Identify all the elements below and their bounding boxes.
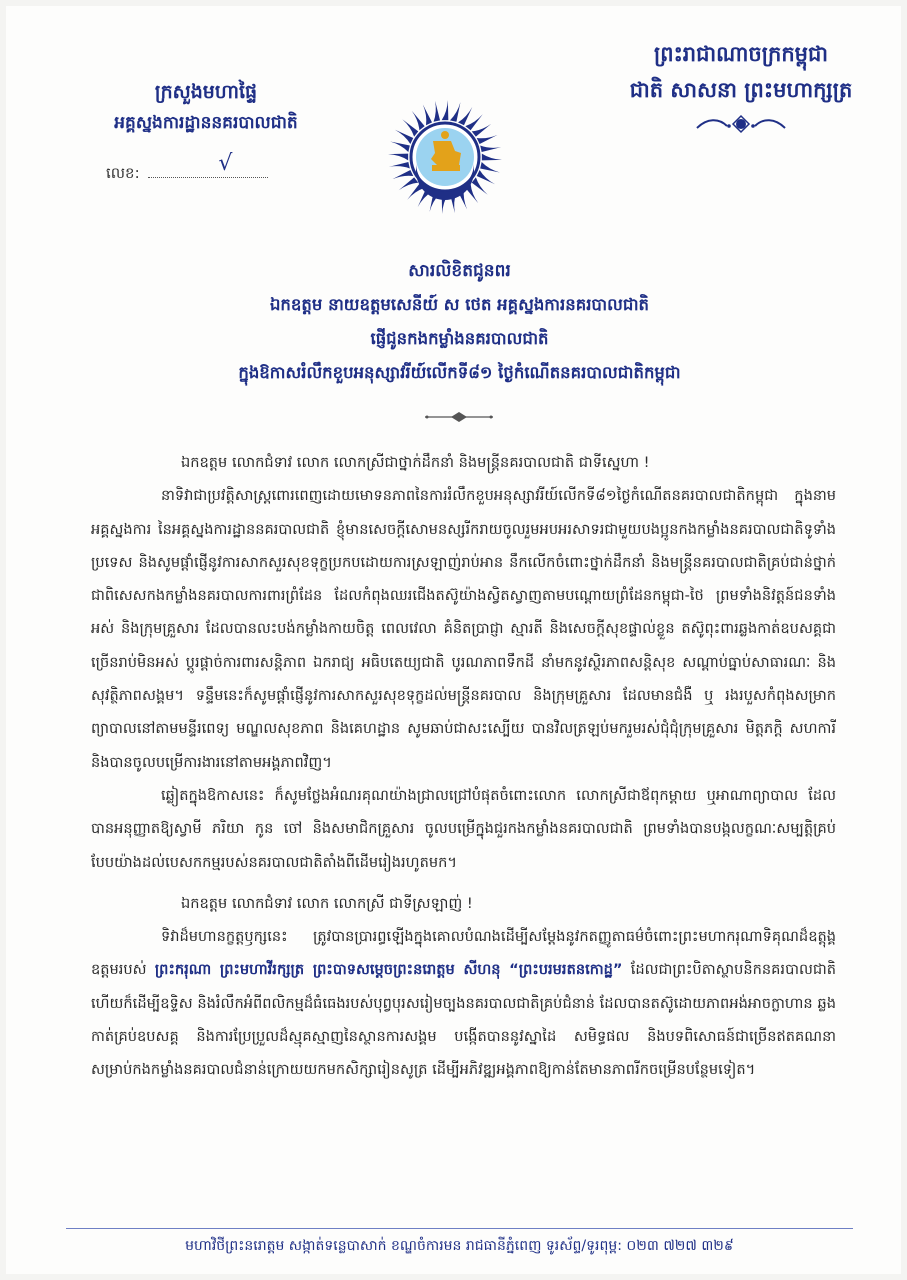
ministry-name: ក្រសួងមហាផ្ទៃ: [154, 81, 258, 103]
check-mark: √: [218, 151, 233, 176]
emblem-ray: [442, 100, 449, 120]
paragraph-3-lead: ទិវាដ៏មហានក្ខត្តឫក្សនេះ ត្រូវបានប្រារព្ធឡើងក្នុងគោលបំណងដើម្បីសម្តែងនូវកតញ្ញូតាធម៌ចំពោះព្រះមហាករុណាទិគុណដ៏ឧត្តុង្គឧត្តមរបស់: [91, 928, 836, 979]
paragraph-1: នាទិវាជាប្រវត្តិសាស្ត្រពោរពេញដោយមោទនភាពនៃការរំលឹកខួបអនុស្សាវរីយ៍លើកទី៨១ថ្ងៃកំណើតនគរបាលជាតិកម្ពុជា ក្នុងនាមអគ្គស្នងការ នៃអគ្គស្នងការដ្ឋាននគរបាលជាតិ ខ្ញុំមានសេចក្តីសោមនស្សរីករាយចូលរួមអបអរសាទរជាមួយបងប្អូនកងកម្លាំងនគរបាលជាតិទូទាំងប្រទេស និងសូមផ្តាំផ្ញើនូវការសាកសួរសុខទុក្ខប្រកបដោយការស្រឡាញ់រាប់អាន នឹកលើកចំពោះថ្នាក់ដឹកនាំ និងមន្ត្រីនគរបាលជាតិគ្រប់ជាន់ថ្នាក់ ជាពិសេសកងកម្លាំងនគរបាលការពារព្រំដែន ដែលកំពុងឈរជើងតស៊ូយ៉ាងស្វិតស្វាញតាមបណ្តោយព្រំដែនកម្ពុជា-ថៃ ព្រមទាំងនិវត្តន៍ជនទាំងអស់ និងក្រុមគ្រួសារ ដែលបានលះបង់កម្លាំងកាយចិត្ត ពេលវេលា គំនិតប្រាជ្ញា ស្មារតី និងសេចក្តីសុខផ្ទាល់ខ្លួន តស៊ូពុះពារឆ្លងកាត់ឧបសគ្គជាច្រើនរាប់មិនអស់ ប្តូរផ្តាច់ការពារសន្តិភាព ឯករាជ្យ អធិបតេយ្យជាតិ បូរណភាពទឹកដី នាំមកនូវស្ថិរភាពសន្តិសុខ សណ្តាប់ធ្នាប់សាធារណៈ និងសុវត្ថិភាពសង្គម។ ទន្ទឹមនេះក៏សូមផ្តាំផ្ញើនូវការសាកសួរសុខទុក្ខដល់មន្ត្រីនគរបាល និងក្រុមគ្រួសារ ដែលមានជំងឺ ឬ រងរបួសកំពុងសម្រាកព្យាបាលនៅតាមមន្ទីរពេទ្យ មណ្ឌលសុខភាព និងគេហដ្ឋាន សូមឆាប់ជាសះស្បើយ បានវិលត្រឡប់មករួមរស់ជុំជុំក្រុមគ្រួសារ មិត្តភក្តិ សហការី និងបានចូលបម្រើការងារនៅតាមអង្គភាពវិញ។: [91, 487, 836, 771]
emblem-ray: [423, 104, 432, 125]
police-emblem-icon: [386, 98, 504, 216]
emblem-ray: [402, 119, 418, 136]
ornament-icon: [693, 114, 789, 134]
paragraph-3: [91, 920, 836, 1086]
kingdom-header: [596, 36, 886, 134]
emblem-ray: [390, 142, 410, 152]
divider-icon: [421, 410, 497, 424]
title-line-0: សារលិខិតជូនពរ: [408, 261, 511, 281]
emblem-ray: [412, 111, 425, 131]
title-line-2: ផ្ញើជូនកងកម្លាំងនគរបាលជាតិ: [370, 329, 549, 348]
title-line-3: ក្នុងឱកាសរំលឹកខួបអនុស្សាវរីយ៍លើកទី៨១ ថ្ងៃកំណើតនគរបាលជាតិកម្ពុជា: [238, 363, 681, 382]
letter-title: [66, 254, 853, 390]
emblem-ray: [477, 170, 495, 184]
paragraph-2: ឆ្លៀតក្នុងឱកាសនេះ ក៏សូមថ្លែងអំណរគុណយ៉ាងជ្រាលជ្រៅបំផុតចំពោះលោក លោកស្រីជាឪពុកម្តាយ ឬអាណាព្យាបាល ដែលបានអនុញ្ញាតឱ្យស្វាមី ភរិយា កូន ចៅ និងសមាជិកគ្រួសារ ចូលបម្រើក្នុងជួរកងកម្លាំងនគរបាលជាតិ ព្រមទាំងបានបង្កលក្ខណៈសម្បត្តិគ្រប់បែបយ៉ាងដល់បេសកកម្មរបស់នគរបាលជាតិតាំងពីដើមរៀងរហូតមក។: [91, 786, 836, 871]
emblem-ray: [477, 135, 498, 144]
emblem-ray: [480, 162, 500, 172]
letter-sheet: [6, 6, 901, 1274]
emblem-ray: [472, 177, 488, 194]
footer-rule: [66, 1228, 853, 1229]
emblem-ray: [399, 177, 419, 190]
emblem-ray: [472, 124, 492, 137]
kingdom-name: ព្រះរាជាណាចក្រកម្ពុជា: [653, 42, 828, 66]
kingdom-motto: ជាតិ សាសនា ព្រះមហាក្សត្រ: [629, 78, 853, 102]
salutation-2: ឯកឧត្តម លោកជំទាវ លោក លោកស្រី ជាទីស្រឡាញ់ !: [181, 894, 473, 912]
emblem-ray: [458, 107, 472, 125]
reference-field: [148, 151, 268, 178]
title-line-1: ឯកឧត្តម នាយឧត្តមសេនីយ៍ ស ថេត អគ្គស្នងការនគរបាលជាតិ: [269, 295, 650, 314]
reference-label: លេខ:: [106, 164, 140, 182]
salutation-1: ឯកឧត្តម លោកជំទាវ លោក លោកស្រីជាថ្នាក់ដឹកនាំ និងមន្ត្រីនគរបាលជាតិ ជាទីស្នេហា !: [181, 454, 650, 471]
emblem-ray: [465, 114, 482, 130]
emblem-ray: [434, 101, 440, 122]
emblem-ray: [450, 102, 460, 122]
emblem-ray: [392, 170, 413, 179]
emblem-ray: [482, 154, 502, 161]
footer-address: មហាវិថីព្រះនរោត្តម សង្កាត់ទន្លេបាសាក់ ខណ្ឌចំការមន រាជធានីភ្នំពេញ ទូរស័ព្ទ/ទូរពុម្ព: ០២៣ ៧២៧ ៣២៩: [185, 1238, 734, 1254]
ministry-header: [76, 76, 336, 138]
letter-body: [91, 446, 836, 1087]
king-title: ព្រះករុណា ព្រះមហាវីរក្សត្រ ព្រះបាទសម្តេចព្រះនរោត្តម សីហនុ “ព្រះបរមរតនកោដ្ឋ”: [154, 961, 623, 979]
department-name: អគ្គស្នងការដ្ឋាននគរបាលជាតិ: [114, 113, 298, 133]
emblem-ray: [388, 154, 408, 161]
reference-number: [106, 151, 268, 186]
emblem-ray: [389, 162, 410, 168]
emblem-ray: [395, 130, 413, 144]
paragraph-3-rest: ដែលជាព្រះបិតាស្ថាបនិកនគរបាលជាតិ ហើយក៏ដើម្បីឧទ្ទិស និងរំលឹកអំពីពលិកម្មដ៏ធំធេងរបស់បុព្វបុរសរៀមច្បងនគរបាលជាតិគ្រប់ជំនាន់ ដែលបានតស៊ូដោយភាពអង់អាចក្លាហាន ឆ្លងកាត់គ្រប់ឧបសគ្គ និងការប្រែប្រួលដ៏ស្មុគស្មាញនៃស្ថានការសង្គម បង្កើតបាននូវស្នាដៃ សមិទ្ធផល និងបទពិសោធន៍ជាច្រើនឥតគណនា សម្រាប់កងកម្លាំងនគរបាលជំនាន់ក្រោយយកមកសិក្សារៀនសូត្រ ដើម្បីអភិវឌ្ឍអង្គភាពឱ្យកាន់តែមានភាពរីកចម្រើនបន្ថែមទៀត។: [91, 961, 837, 1079]
emblem-ray: [480, 146, 501, 152]
